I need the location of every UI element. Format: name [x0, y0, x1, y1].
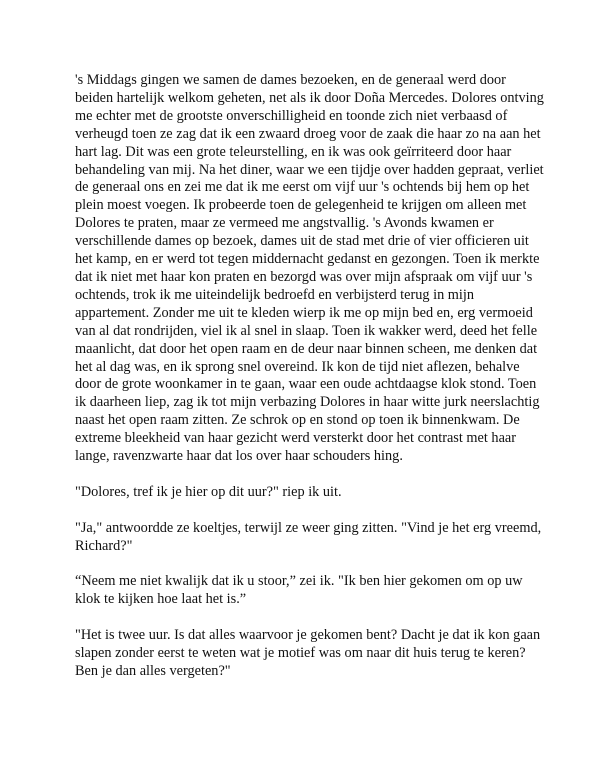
paragraph-dialogue-ja-answer: "Ja," antwoordde ze koeltjes, terwijl ze weer ging zitten. "Vind je het erg vreemd, Richard?": [75, 519, 542, 554]
paragraph-dialogue-dolores-question: "Dolores, tref ik je hier op dit uur?" riep ik uit.: [75, 483, 342, 500]
body-text: [75, 72, 545, 699]
paragraph-dialogue-twee-uur: "Het is twee uur. Is dat alles waarvoor je gekomen bent? Dacht je dat ik kon gaan slapen zonder eerst te weten wat je motief was om naar dit huis terug te keren? Ben je dan alles vergeten?": [75, 627, 541, 679]
paragraph-narrative: 's Middags gingen we samen de dames bezoeken, en de generaal werd door beiden hartelijk welkom geheten, net als ik door Doña Mercedes. Dolores ontving me echter met de grootste onverschilligheid en toonde zich niet verbaasd of verheugd toen ze zag dat ik een zwaard droeg voor de zaak die haar zo na aan het hart lag. Dit was een grote teleurstelling, en ik was ook geïrriteerd door haar behandeling van mij. Na het diner, waar we een tijdje over hadden gepraat, verliet de generaal ons en zei me dat ik me eerst om vijf uur 's ochtends bij hem op het plein moest voegen. Ik probeerde toen de gelegenheid te krijgen om alleen met Dolores te praten, maar ze vermeed me angstvallig. 's Avonds kwamen er verschillende dames op bezoek, dames uit de stad met drie of vier officieren uit het kamp, en er werd tot tegen middernacht gedanst en gezongen. Toen ik merkte dat ik niet met haar kon praten en bezorgd was over mijn afspraak om vijf uur 's ochtends, trok ik me uiteindelijk bedroefd en verbijsterd terug in mijn appartement. Zonder me uit te kleden wierp ik me op mijn bed en, erg vermoeid van al dat rondrijden, viel ik al snel in slaap. Toen ik wakker werd, deed het felle maanlicht, dat door het open raam en de deur naar binnen scheen, me denken dat het al dag was, en ik sprong snel overeind. Ik kon de tijd niet aflezen, behalve door de grote woonkamer in te gaan, waar een oude achtdaagse klok stond. Toen ik daarheen liep, zag ik tot mijn verbazing Dolores in haar witte jurk neerslachtig naast het open raam zitten. Ze schrok op en stond op toen ik binnenkwam. De extreme bleekheid van haar gezicht werd versterkt door het contrast met haar lange, ravenzwarte haar dat los over haar schouders hing.: [75, 72, 544, 465]
paragraph-dialogue-klok: “Neem me niet kwalijk dat ik u stoor,” zei ik. "Ik ben hier gekomen om op uw klok te kijken hoe laat het is.”: [75, 573, 523, 608]
